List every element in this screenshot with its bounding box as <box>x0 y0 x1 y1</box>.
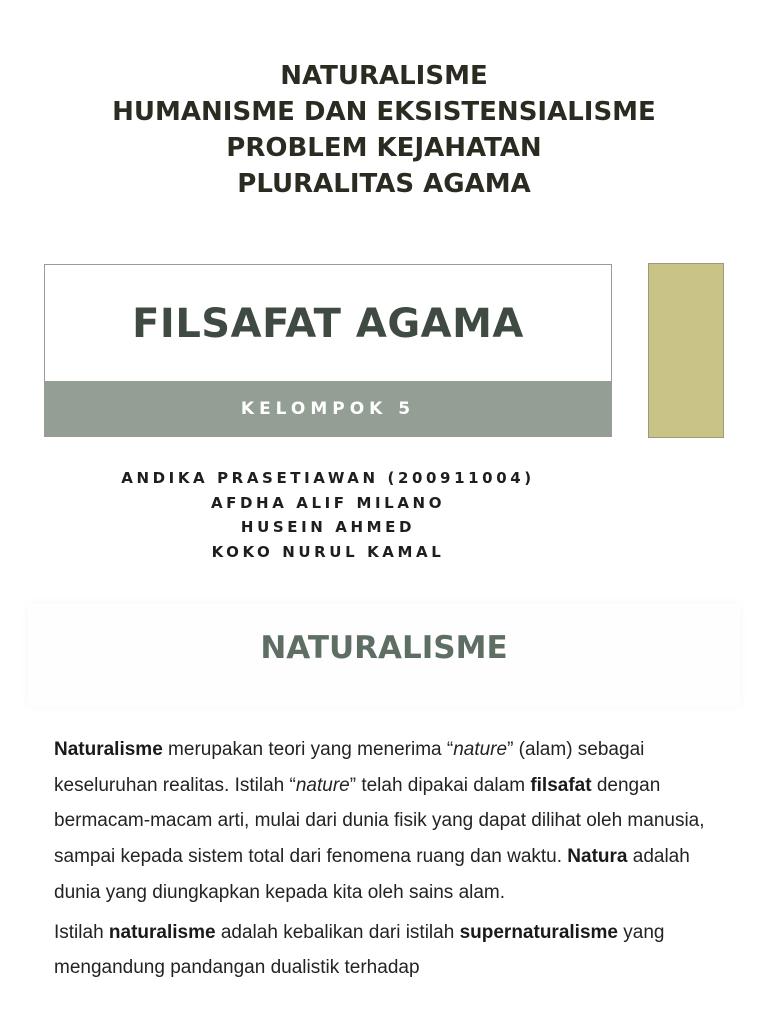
text-run: Istilah <box>54 921 109 943</box>
bold-term: Natura <box>567 846 628 868</box>
member-item: ANDIKA PRASETIAWAN (200911004) <box>121 469 535 487</box>
topic-naturalisme: NATURALISME <box>280 61 488 91</box>
bold-term: Naturalisme <box>54 739 163 760</box>
bold-term: supernaturalisme <box>459 921 618 943</box>
italic-term: nature <box>453 739 508 760</box>
member-item: HUSEIN AHMED <box>240 518 416 536</box>
text-run: adalah dunia yang diungkapkan kepada kita oleh sains alam. <box>54 846 690 903</box>
italic-term: nature <box>295 774 350 796</box>
slide-title: FILSAFAT AGAMA <box>132 301 524 347</box>
body-text <box>54 732 734 990</box>
text-run: adalah kebalikan dari istilah <box>215 921 460 943</box>
member-item: AFDHA ALIF MILANO <box>210 493 446 512</box>
text-run: dengan bermacam-macam arti, mulai dari dunia fisik yang dapat dilihat oleh manusia, sampai kepada sistem total dari fenomena ruang dan waktu. <box>54 774 705 868</box>
text-run: merupakan teori yang menerima “ <box>162 739 454 760</box>
paragraph <box>54 915 734 986</box>
bold-term: filsafat <box>530 774 592 796</box>
group-label: KELOMPOK 5 <box>45 381 611 436</box>
paragraph <box>54 732 734 911</box>
topic-list <box>0 58 768 202</box>
text-run: ” (alam) sebagai keseluruhan realitas. Istilah “ <box>54 739 645 796</box>
text-run: yang mengandung pandangan dualistik terhadap <box>54 921 665 979</box>
bold-term: naturalisme <box>108 921 216 943</box>
text-run: ” telah dipakai dalam <box>349 774 531 796</box>
topic-problem-kejahatan: PROBLEM KEJAHATAN <box>226 133 542 163</box>
title-card <box>44 264 612 437</box>
accent-block <box>648 263 724 438</box>
topic-pluralitas-agama: PLURALITAS AGAMA <box>237 169 531 199</box>
member-item: KOKO NURUL KAMAL <box>211 542 445 561</box>
section-title: NATURALISME <box>260 630 508 666</box>
member-list <box>0 466 656 564</box>
topic-humanisme: HUMANISME DAN EKSISTENSIALISME <box>112 97 656 127</box>
